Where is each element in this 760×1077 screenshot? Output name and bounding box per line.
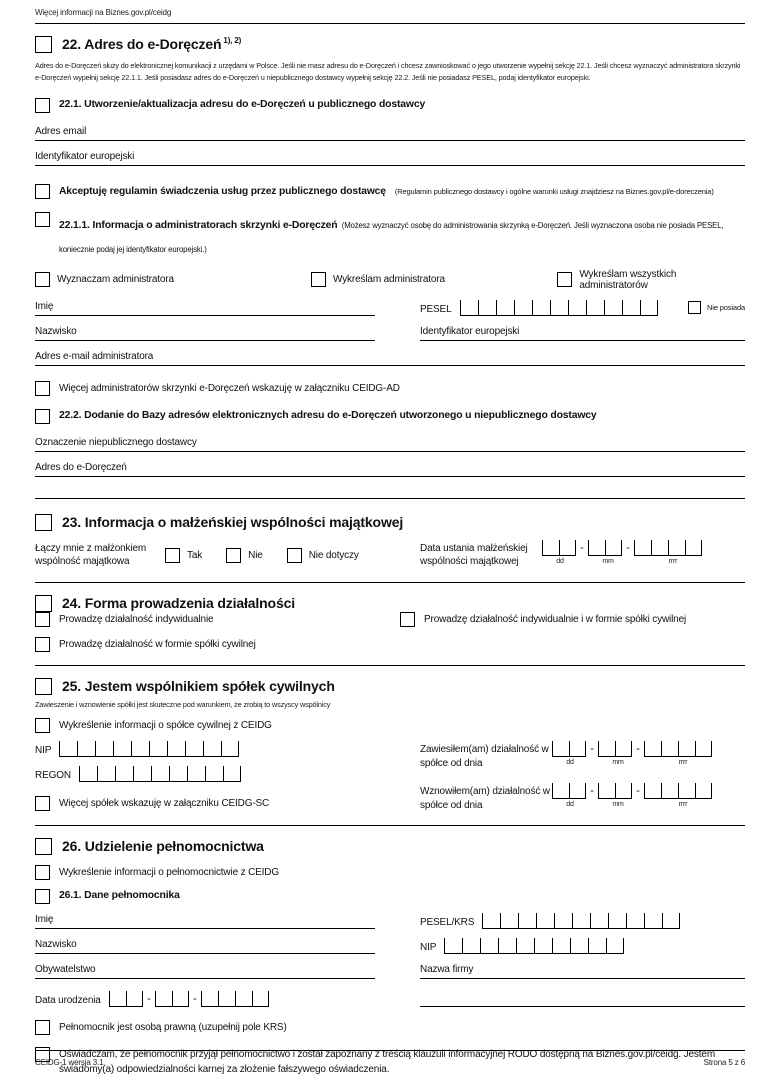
legal-person-option bbox=[35, 1020, 745, 1035]
more-partnerships-option bbox=[35, 796, 375, 811]
attorney-last-name-label: Nazwisko bbox=[35, 939, 77, 951]
date-separator: - bbox=[626, 541, 630, 554]
section-divider bbox=[35, 665, 745, 666]
marital-na-checkbox[interactable] bbox=[287, 548, 302, 563]
admin-pesel-row bbox=[420, 300, 745, 316]
remove-partnership-option bbox=[35, 718, 745, 733]
section-25-note: Zawieszenie i wznowienie spółki jest skuteczne pod warunkiem, że zrobią to wszyscy wspólnicy bbox=[35, 699, 331, 709]
individual-activity-option bbox=[35, 612, 375, 627]
date-separator: - bbox=[636, 785, 640, 798]
appoint-admin-checkbox[interactable] bbox=[35, 272, 50, 287]
citizenship-field[interactable] bbox=[35, 964, 375, 979]
edelivery-address-label: Adres do e-Doręczeń bbox=[35, 461, 127, 473]
suspend-day-comb[interactable] bbox=[552, 741, 586, 757]
footer-version: CEIDG-1 wersja 3.1 bbox=[35, 1058, 104, 1067]
header-info-text: Więcej informacji na Biznes.gov.pl/ceidg bbox=[35, 8, 172, 17]
more-admins-row bbox=[35, 381, 745, 396]
statement-label: Oświadczam, że pełnomocnik przyjął pełnomocnictwo i został zapoznany z treścią klauzuli informacyjnej RODO dostępną na Biznes.gov.pl/ceidg. Jestem świadomy(a) odpowiedzialności karnej za złożenie fałszywego oświadczenia. bbox=[59, 1049, 716, 1076]
individual-and-partnership-checkbox[interactable] bbox=[400, 612, 415, 627]
section-22-1-header bbox=[35, 98, 745, 113]
rrrr-label: rrrr bbox=[668, 557, 678, 565]
individual-and-partnership-option bbox=[400, 612, 745, 627]
footer-page-number: Strona 5 z 6 bbox=[703, 1058, 745, 1067]
marital-na-label: Nie dotyczy bbox=[308, 549, 359, 561]
section-22-title bbox=[62, 37, 241, 52]
section-22-1-1-checkbox[interactable] bbox=[35, 212, 50, 227]
admin-last-name-field[interactable] bbox=[35, 326, 375, 341]
nip-row bbox=[35, 741, 375, 757]
remove-partnership-checkbox[interactable] bbox=[35, 718, 50, 733]
appoint-admin-label: Wyznaczam administratora bbox=[57, 274, 174, 286]
resume-month-comb[interactable] bbox=[598, 783, 632, 799]
partnership-activity-checkbox[interactable] bbox=[35, 637, 50, 652]
birth-date-label: Data urodzenia bbox=[35, 995, 101, 1007]
section-26-1-checkbox[interactable] bbox=[35, 889, 50, 904]
birth-date-field[interactable] bbox=[109, 991, 269, 1007]
section-22-2-checkbox[interactable] bbox=[35, 409, 50, 424]
birth-month-comb[interactable] bbox=[155, 991, 189, 1007]
section-divider bbox=[35, 582, 745, 583]
footer-divider bbox=[35, 1050, 745, 1051]
attorney-nip-row bbox=[420, 938, 745, 954]
admin-last-name-label: Nazwisko bbox=[35, 325, 77, 337]
attorney-first-name-label: Imię bbox=[35, 914, 54, 926]
remove-poa-option bbox=[35, 865, 745, 880]
accept-terms-label: Akceptuję regulamin świadczenia usług przez publicznego dostawcę bbox=[59, 185, 386, 197]
admin-first-name-label: Imię bbox=[35, 300, 54, 312]
marital-end-year-comb[interactable] bbox=[634, 540, 702, 556]
birth-year-comb[interactable] bbox=[201, 991, 269, 1007]
dd-label: dd bbox=[556, 557, 564, 565]
accept-terms-note: (Regulamin publicznego dostawcy i ogólne warunki usługi znajdziesz na Biznes.gov.pl/e-doreczenia) bbox=[394, 186, 714, 196]
legal-person-checkbox[interactable] bbox=[35, 1020, 50, 1035]
marital-row bbox=[35, 540, 745, 569]
pesel-krs-label: PESEL/KRS bbox=[420, 917, 475, 929]
resume-date-label: Wznowiłem(am) działalność w spółce od dnia bbox=[420, 786, 550, 811]
citizenship-label: Obywatelstwo bbox=[35, 964, 96, 976]
admin-options-row bbox=[35, 269, 745, 291]
section-divider bbox=[35, 825, 745, 826]
admin-lastname-euid-row bbox=[35, 316, 745, 341]
section-22-1-1-header bbox=[35, 212, 745, 260]
marital-yes-label: Tak bbox=[187, 549, 203, 561]
date-format-labels bbox=[552, 759, 718, 766]
pesel-comb-field[interactable] bbox=[460, 300, 658, 316]
date-separator: - bbox=[580, 541, 584, 554]
individual-and-partnership-label: Prowadzę działalność indywidualnie i w formie spółki cywilnej bbox=[424, 613, 687, 625]
nonpublic-provider-field[interactable] bbox=[35, 437, 745, 452]
date-format-labels bbox=[542, 558, 708, 565]
regon-comb-field[interactable] bbox=[79, 766, 241, 782]
rrrr-label: rrrr bbox=[678, 759, 688, 767]
no-pesel-checkbox[interactable] bbox=[688, 301, 701, 314]
admin-european-id-field[interactable] bbox=[420, 326, 745, 341]
section-24-header bbox=[35, 595, 745, 612]
attorney-last-name-field[interactable] bbox=[35, 939, 375, 954]
admin-european-id-label: Identyfikator europejski bbox=[420, 325, 520, 337]
section-25-checkbox[interactable] bbox=[35, 678, 52, 695]
partnership-details-row bbox=[35, 741, 745, 812]
suspend-month-comb[interactable] bbox=[598, 741, 632, 757]
regon-label: REGON bbox=[35, 770, 71, 782]
marital-yes-checkbox[interactable] bbox=[165, 548, 180, 563]
section-22-1-checkbox[interactable] bbox=[35, 98, 50, 113]
email-address-label: Adres email bbox=[35, 125, 87, 137]
attorney-name-peselkrs-row bbox=[35, 904, 745, 929]
european-id-label: Identyfikator europejski bbox=[35, 150, 135, 162]
birth-day-comb[interactable] bbox=[109, 991, 143, 1007]
section-26-checkbox[interactable] bbox=[35, 838, 52, 855]
no-pesel-option bbox=[688, 301, 745, 316]
footer bbox=[35, 1058, 745, 1067]
section-26-1-title: 26.1. Dane pełnomocnika bbox=[59, 890, 180, 902]
section-22-2-header bbox=[35, 409, 745, 424]
nip-comb-field[interactable] bbox=[59, 741, 239, 757]
marital-end-day-comb[interactable] bbox=[542, 540, 576, 556]
suspend-date-field[interactable] bbox=[552, 741, 718, 757]
remove-admin-label: Wykreślam administratora bbox=[333, 274, 445, 286]
section-24-checkbox[interactable] bbox=[35, 595, 52, 612]
dd-label: dd bbox=[566, 759, 574, 767]
mm-label: mm bbox=[602, 557, 614, 565]
partnership-activity-option bbox=[35, 637, 745, 652]
suspend-date-group bbox=[420, 741, 745, 770]
section-24-title: 24. Forma prowadzenia działalności bbox=[62, 594, 295, 611]
more-partnerships-checkbox[interactable] bbox=[35, 796, 50, 811]
attorney-first-name-field[interactable] bbox=[35, 914, 375, 929]
email-address-field[interactable] bbox=[35, 126, 745, 141]
rrrr-label: rrrr bbox=[678, 801, 688, 809]
date-format-labels bbox=[552, 801, 718, 808]
admin-name-pesel-row bbox=[35, 291, 745, 316]
suspend-year-comb[interactable] bbox=[644, 741, 712, 757]
suspend-date-label: Zawiesiłem(am) działalność w spółce od dnia bbox=[420, 744, 549, 769]
section-22-footnote-refs: 1), 2) bbox=[223, 36, 242, 46]
admin-email-label: Adres e-mail administratora bbox=[35, 350, 154, 362]
mm-label: mm bbox=[612, 801, 624, 809]
regon-row bbox=[35, 766, 375, 782]
remove-poa-checkbox[interactable] bbox=[35, 865, 50, 880]
citizenship-company-row bbox=[35, 954, 745, 979]
more-partnerships-label: Więcej spółek wskazuję w załączniku CEIDG-SC bbox=[59, 798, 270, 810]
marital-end-date-label: Data ustania małżeńskiej wspólności majątkowej bbox=[420, 542, 528, 568]
more-admins-label: Więcej administratorów skrzynki e-Doręczeń wskazuję w załączniku CEIDG-AD bbox=[59, 382, 400, 394]
resume-year-comb[interactable] bbox=[644, 783, 712, 799]
section-22-title-text: 22. Adres do e-Doręczeń bbox=[62, 35, 222, 52]
admin-first-name-field[interactable] bbox=[35, 301, 375, 316]
resume-date-group bbox=[420, 783, 745, 812]
more-admins-checkbox[interactable] bbox=[35, 381, 50, 396]
section-25-title: 25. Jestem wspólnikiem spółek cywilnych bbox=[62, 677, 335, 694]
section-26-1-header bbox=[35, 889, 745, 904]
accept-terms-row bbox=[35, 184, 745, 199]
nonpublic-provider-label: Oznaczenie niepublicznego dostawcy bbox=[35, 436, 197, 448]
section-23-title: 23. Informacja o małżeńskiej wspólności majątkowej bbox=[62, 513, 404, 530]
section-25-header bbox=[35, 678, 745, 695]
appoint-admin-option bbox=[35, 272, 287, 287]
marital-no-checkbox[interactable] bbox=[226, 548, 241, 563]
remove-all-admins-checkbox[interactable] bbox=[557, 272, 572, 287]
remove-all-admins-label: Wykreślam wszystkich administratorów bbox=[579, 268, 677, 291]
admin-email-field[interactable] bbox=[35, 351, 745, 366]
legal-person-label: Pełnomocnik jest osobą prawną (uzupełnij pole KRS) bbox=[59, 1022, 287, 1034]
partnership-activity-label: Prowadzę działalność w formie spółki cywilnej bbox=[59, 638, 256, 650]
date-separator: - bbox=[192, 993, 197, 1006]
pesel-krs-comb-field[interactable] bbox=[482, 913, 680, 929]
company-name-continuation-line[interactable] bbox=[420, 1005, 745, 1007]
marital-end-date-group bbox=[420, 540, 745, 569]
marital-no-label: Nie bbox=[248, 549, 263, 561]
marital-end-date-field[interactable] bbox=[542, 540, 708, 556]
section-26-header bbox=[35, 838, 745, 855]
section-26-title: 26. Udzielenie pełnomocnictwa bbox=[62, 837, 264, 854]
marital-yes-option bbox=[165, 548, 202, 563]
marital-end-month-comb[interactable] bbox=[588, 540, 622, 556]
activity-form-row-1 bbox=[35, 612, 745, 627]
attorney-lastname-nip-row bbox=[35, 929, 745, 954]
no-pesel-label: Nie posiada bbox=[707, 302, 745, 312]
date-separator: - bbox=[590, 743, 594, 756]
remove-partnership-label: Wykreślenie informacji o spółce cywilnej z CEIDG bbox=[59, 720, 272, 732]
marital-no-option bbox=[226, 548, 263, 563]
pesel-krs-row bbox=[420, 913, 745, 929]
remove-all-admins-option bbox=[557, 269, 745, 291]
section-23-header bbox=[35, 514, 745, 531]
date-separator: - bbox=[146, 993, 151, 1006]
remove-admin-option bbox=[311, 272, 533, 287]
date-separator: - bbox=[590, 785, 594, 798]
section-22-2-title: 22.2. Dodanie do Bazy adresów elektronicznych adresu do e-Doręczeń utworzonego u niepublicznego dostawcy bbox=[59, 409, 597, 421]
section-22-description: Adres do e-Doręczeń służy do elektronicznej komunikacji z urzędami w Polsce. Jeśli nie masz adresu do e-Doręczeń i chcesz zawnioskować o jego utworzenie wypełnij sekcję 22.1. Jeśli chcesz wyznaczyć administratora skrzynki e-Doręczeń wypełnij sekcję 22.1.1. Jeśli posiadasz adres do e-Doręczeń u niepublicznego dostawcy wypełnij sekcję 22.2. Jeśli nie posiadasz PESEL, podaj identyfikator europejski. bbox=[35, 61, 741, 83]
marital-community-question: Łączy mnie z małżonkiem wspólność majątkowa bbox=[35, 542, 147, 568]
european-id-field[interactable] bbox=[35, 151, 745, 166]
section-22-1-title: 22.1. Utworzenie/aktualizacja adresu do e-Doręczeń u publicznego dostawcy bbox=[59, 98, 426, 110]
edelivery-address-field[interactable] bbox=[35, 462, 745, 477]
accept-terms-checkbox[interactable] bbox=[35, 184, 50, 199]
company-name-label: Nazwa firmy bbox=[420, 964, 474, 976]
resume-date-field[interactable] bbox=[552, 783, 718, 799]
section-22-1-1-note: (Możesz wyznaczyć osobę do administrowania skrzynką e-Doręczeń. Jeśli wyznaczona osoba nie posiada PESEL, koniecznie podaj jej identyfikator europejski.) bbox=[59, 220, 724, 254]
attorney-nip-label: NIP bbox=[420, 942, 437, 954]
section-22-checkbox[interactable] bbox=[35, 36, 52, 53]
section-22-header bbox=[35, 36, 745, 53]
section-22-1-1-title: 22.1.1. Informacja o administratorach skrzynki e-Doręczeń bbox=[59, 219, 338, 231]
edelivery-address-continuation-line[interactable] bbox=[35, 497, 745, 499]
individual-activity-label: Prowadzę działalność indywidualnie bbox=[59, 613, 214, 625]
mm-label: mm bbox=[612, 759, 624, 767]
company-name-field[interactable] bbox=[420, 964, 745, 979]
individual-activity-checkbox[interactable] bbox=[35, 612, 50, 627]
dd-label: dd bbox=[566, 801, 574, 809]
section-23-checkbox[interactable] bbox=[35, 514, 52, 531]
header-divider bbox=[35, 23, 745, 24]
marital-na-option bbox=[287, 548, 359, 563]
pesel-label: PESEL bbox=[420, 303, 452, 315]
attorney-nip-comb-field[interactable] bbox=[444, 938, 624, 954]
resume-day-comb[interactable] bbox=[552, 783, 586, 799]
date-separator: - bbox=[636, 743, 640, 756]
remove-admin-checkbox[interactable] bbox=[311, 272, 326, 287]
nip-label: NIP bbox=[35, 745, 52, 757]
birthdate-company2-row bbox=[35, 979, 745, 1007]
remove-poa-label: Wykreślenie informacji o pełnomocnictwie z CEIDG bbox=[59, 867, 280, 879]
birth-date-row bbox=[35, 991, 375, 1007]
